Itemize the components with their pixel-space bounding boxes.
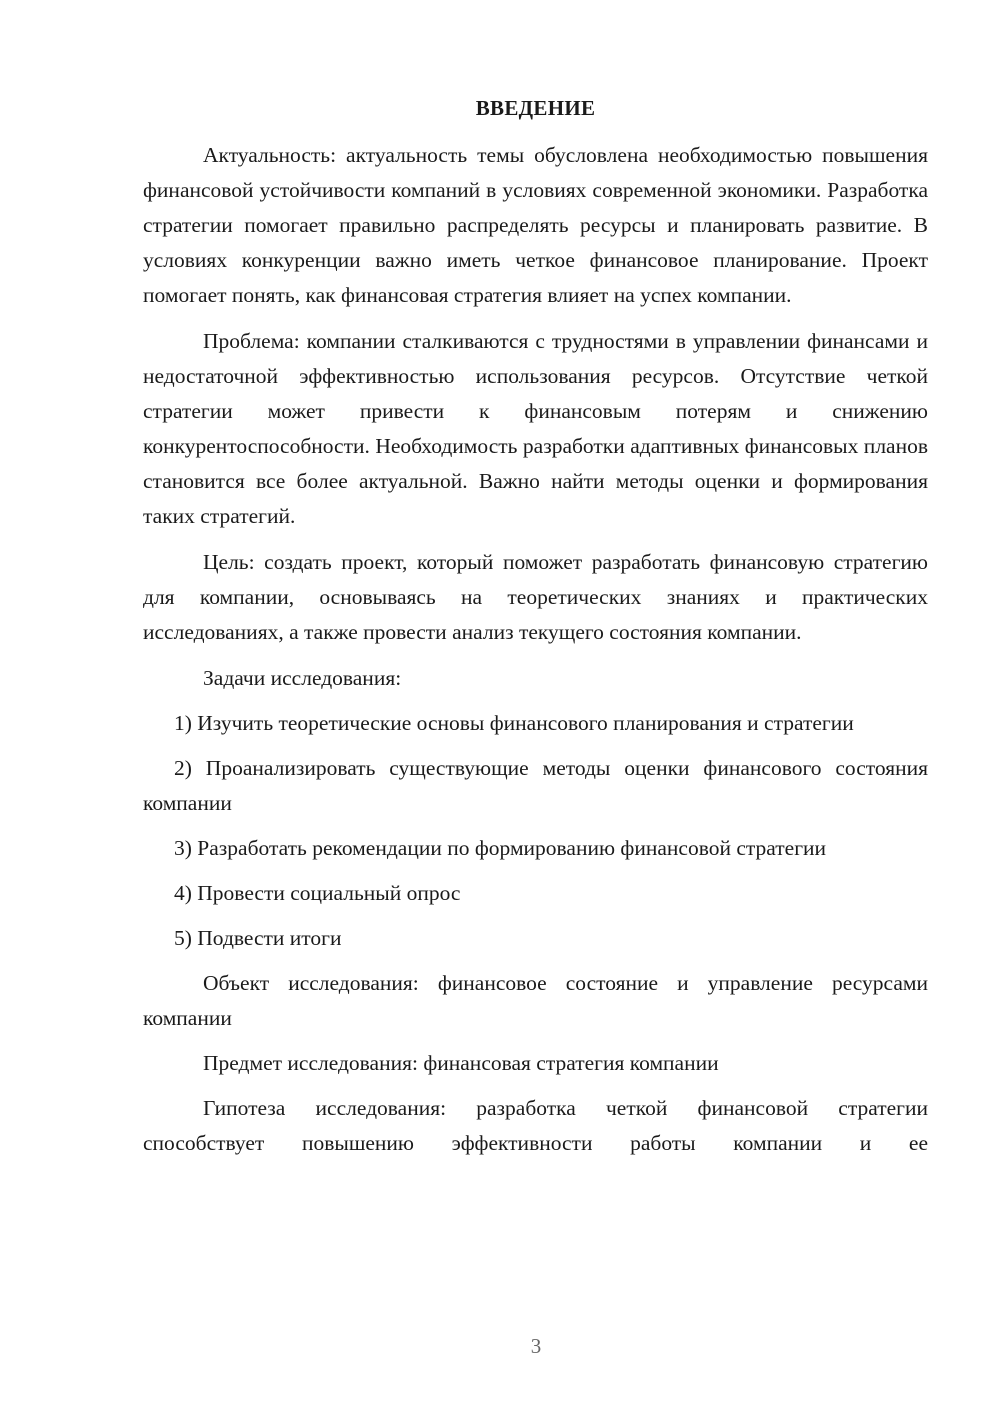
task-item-4: 4) Провести социальный опрос [174, 881, 461, 905]
tasks-heading: Задачи исследования: [203, 666, 402, 690]
task-item-1: 1) Изучить теоретические основы финансового планирования и стратегии [174, 711, 854, 735]
paragraph-object: Объект исследования: финансовое состояние и управление ресурсами компании [143, 971, 928, 1030]
paragraph-problem: Проблема: компании сталкиваются с трудностями в управлении финансами и недостаточной эффективностью использования ресурсов. Отсутствие четкой стратегии может привести к финансовым потерям и снижению конкурентоспособности. Необходимость разработки адаптивных финансовых планов становится все более актуальной. Важно найти методы оценки и формирования таких стратегий. [143, 329, 928, 528]
paragraph-relevance: Актуальность: актуальность темы обусловлена необходимостью повышения финансовой устойчивости компаний в условиях современной экономики. Разработка стратегии помогает правильно распределять ресурсы и планировать развитие. В условиях конкуренции важно иметь четкое финансовое планирование. Проект помогает понять, как финансовая стратегия влияет на успех компании. [143, 143, 928, 307]
page-title: ВВЕДЕНИЕ [475, 96, 596, 120]
paragraph-goal: Цель: создать проект, который поможет разработать финансовую стратегию для компании, основываясь на теоретических знаниях и практических исследованиях, а также провести анализ текущего состояния компании. [143, 550, 928, 644]
paragraph-hypothesis: Гипотеза исследования: разработка четкой финансовой стратегии способствует повышению эффективности работы компании и ее [143, 1096, 928, 1155]
task-item-5: 5) Подвести итоги [174, 926, 342, 950]
task-item-3: 3) Разработать рекомендации по формированию финансовой стратегии [174, 836, 827, 860]
paragraph-subject: Предмет исследования: финансовая стратегия компании [203, 1051, 719, 1075]
page-number: 3 [530, 1334, 542, 1358]
document-page [143, 94, 928, 1161]
task-item-2: 2) Проанализировать существующие методы оценки финансового состояния компании [143, 756, 928, 815]
